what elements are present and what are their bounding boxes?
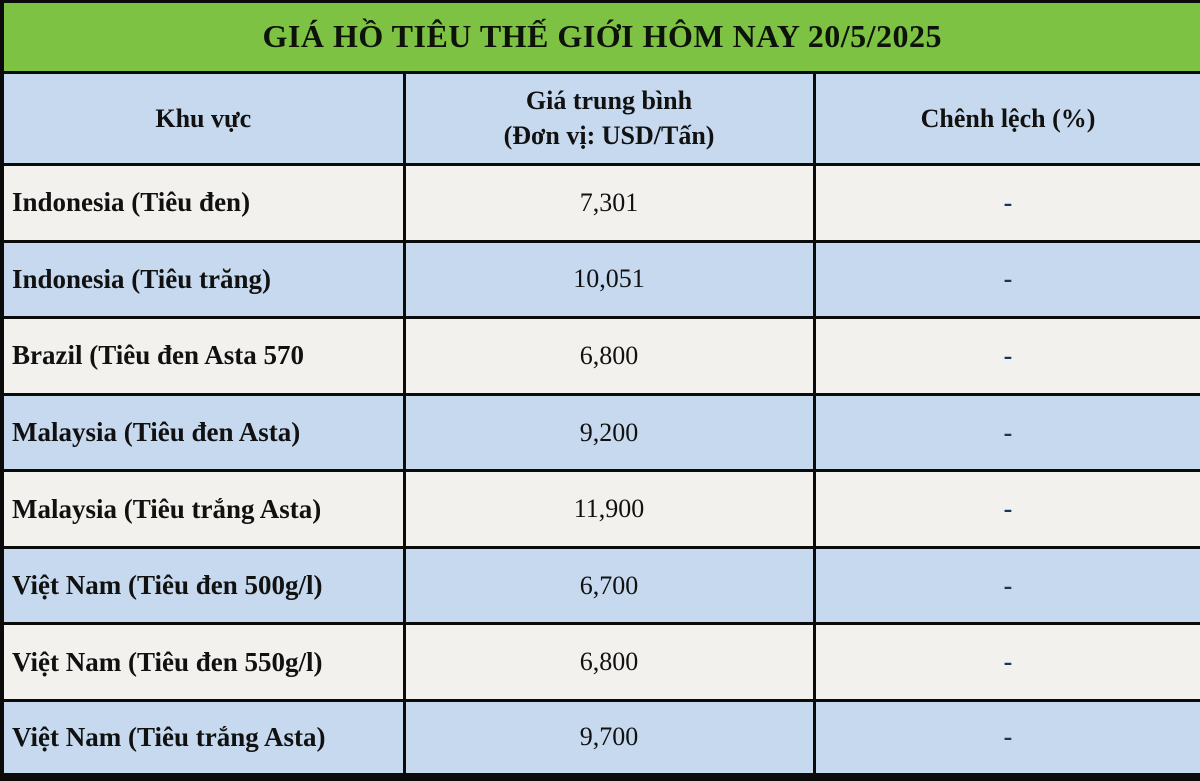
column-header-price bbox=[404, 72, 814, 165]
table-row bbox=[2, 700, 1200, 777]
price-value: 6,800 bbox=[404, 624, 814, 701]
region-label: Việt Nam (Tiêu đen 500g/l) bbox=[2, 547, 404, 624]
table-row bbox=[2, 165, 1200, 242]
table-row bbox=[2, 394, 1200, 471]
table-row bbox=[2, 624, 1200, 701]
page-title: GIÁ HỒ TIÊU THẾ GIỚI HÔM NAY 20/5/2025 bbox=[2, 2, 1200, 73]
table-row bbox=[2, 318, 1200, 395]
table-row bbox=[2, 547, 1200, 624]
column-header-region: Khu vực bbox=[2, 72, 404, 165]
price-value: 11,900 bbox=[404, 471, 814, 548]
price-value: 9,700 bbox=[404, 700, 814, 777]
change-value: - bbox=[814, 318, 1200, 395]
region-label: Indonesia (Tiêu trăng) bbox=[2, 241, 404, 318]
table-row bbox=[2, 471, 1200, 548]
column-header-price-line2: (Đơn vị: USD/Tấn) bbox=[503, 121, 715, 151]
region-label: Việt Nam (Tiêu đen 550g/l) bbox=[2, 624, 404, 701]
region-label: Việt Nam (Tiêu trắng Asta) bbox=[2, 700, 404, 777]
region-label: Malaysia (Tiêu trắng Asta) bbox=[2, 471, 404, 548]
region-label: Indonesia (Tiêu đen) bbox=[2, 165, 404, 242]
change-value: - bbox=[814, 165, 1200, 242]
column-header-row bbox=[2, 72, 1200, 165]
table-row bbox=[2, 241, 1200, 318]
region-label: Malaysia (Tiêu đen Asta) bbox=[2, 394, 404, 471]
title-row bbox=[2, 2, 1200, 73]
change-value: - bbox=[814, 624, 1200, 701]
change-value: - bbox=[814, 547, 1200, 624]
column-header-price-line1: Giá trung bình bbox=[525, 86, 693, 116]
price-value: 6,700 bbox=[404, 547, 814, 624]
change-value: - bbox=[814, 394, 1200, 471]
change-value: - bbox=[814, 700, 1200, 777]
price-value: 7,301 bbox=[404, 165, 814, 242]
price-value: 10,051 bbox=[404, 241, 814, 318]
change-value: - bbox=[814, 471, 1200, 548]
column-header-change: Chênh lệch (%) bbox=[814, 72, 1200, 165]
change-value: - bbox=[814, 241, 1200, 318]
price-value: 6,800 bbox=[404, 318, 814, 395]
price-value: 9,200 bbox=[404, 394, 814, 471]
region-label: Brazil (Tiêu đen Asta 570 bbox=[2, 318, 404, 395]
